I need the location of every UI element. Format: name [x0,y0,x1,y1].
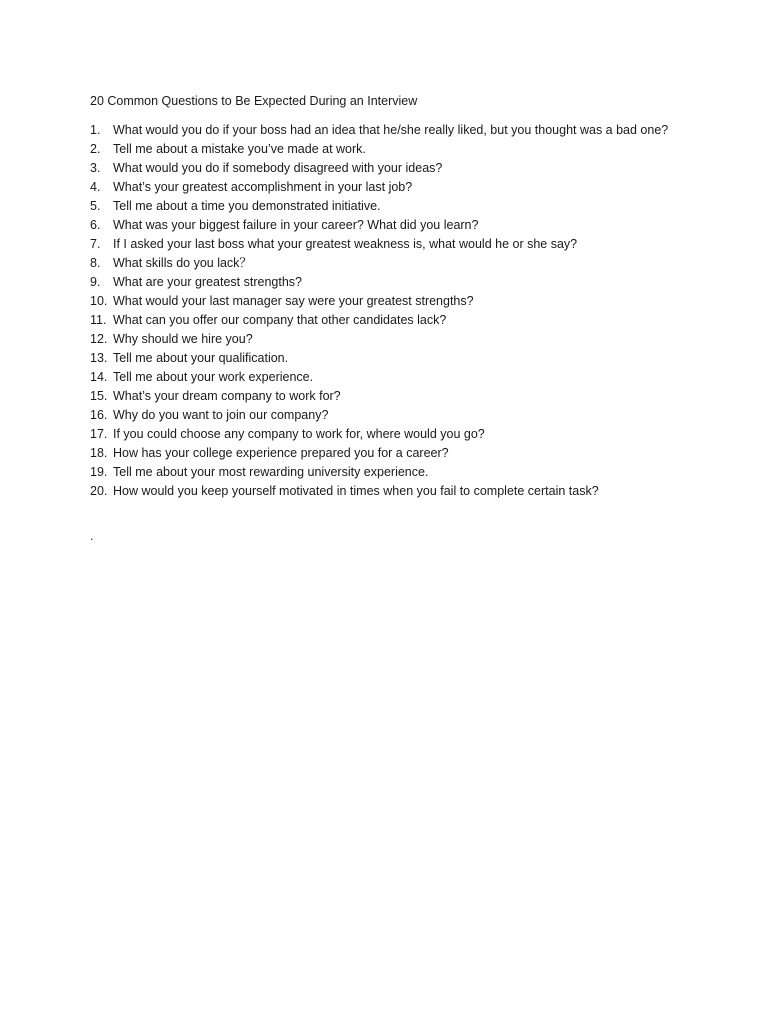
question-text: How would you keep yourself motivated in times when you fail to complete certain task? [113,484,599,498]
question-number: 17. [90,427,108,441]
question-item [90,273,670,292]
question-text: If you could choose any company to work for, where would you go? [113,427,485,441]
question-text: What’s your dream company to work for? [113,389,341,403]
question-item [90,140,670,159]
question-number: 15. [90,389,108,403]
question-number: 12. [90,332,108,346]
question-text: Tell me about your work experience. [113,370,314,384]
question-number: 10. [90,294,108,308]
question-text: How has your college experience prepared you for a career? [113,446,449,460]
question-number: 18. [90,446,108,460]
question-item [90,216,670,235]
question-text: Tell me about your qualification. [113,351,289,365]
question-number: 8. [90,256,101,270]
question-item [90,406,670,425]
question-item [90,425,670,444]
question-number: 6. [90,218,101,232]
question-item [90,330,670,349]
question-text: What was your biggest failure in your career? What did you learn? [113,218,479,232]
question-text: What’s your greatest accomplishment in your last job? [113,180,413,194]
document-title: 20 Common Questions to Be Expected During an Interview [90,94,418,108]
question-item [90,387,670,406]
question-text: What skills do you lack？ [113,256,252,270]
question-text: Tell me about a mistake you’ve made at work. [113,142,366,156]
question-number: 1. [90,123,101,137]
question-item [90,254,670,273]
question-text: Tell me about your most rewarding university experience. [113,465,429,479]
question-text: Why should we hire you? [113,332,253,346]
question-item [90,311,670,330]
trailing-period: . [90,529,94,543]
question-text: What are your greatest strengths? [113,275,302,289]
question-item [90,482,670,501]
question-number: 3. [90,161,101,175]
question-number: 7. [90,237,101,251]
question-text: What can you offer our company that other candidates lack? [113,313,447,327]
question-number: 11. [90,313,107,327]
question-text: Tell me about a time you demonstrated initiative. [113,199,381,213]
question-number: 4. [90,180,101,194]
question-item [90,292,670,311]
question-text: If I asked your last boss what your greatest weakness is, what would he or she say? [113,237,578,251]
question-list [90,121,670,501]
question-number: 20. [90,484,108,498]
question-number: 2. [90,142,101,156]
question-text: What would you do if somebody disagreed with your ideas? [113,161,443,175]
question-number: 5. [90,199,101,213]
question-number: 19. [90,465,108,479]
question-number: 16. [90,408,108,422]
question-item [90,235,670,254]
question-item [90,349,670,368]
question-number: 13. [90,351,108,365]
question-text: What would you do if your boss had an idea that he/she really liked, but you thought was a bad one? [113,123,669,137]
question-number: 9. [90,275,101,289]
question-item [90,463,670,482]
question-text: What would your last manager say were your greatest strengths? [113,294,474,308]
question-text: Why do you want to join our company? [113,408,329,422]
question-item [90,121,670,140]
question-number: 14. [90,370,108,384]
question-item [90,178,670,197]
question-item [90,197,670,216]
question-item [90,444,670,463]
question-item [90,368,670,387]
question-item [90,159,670,178]
